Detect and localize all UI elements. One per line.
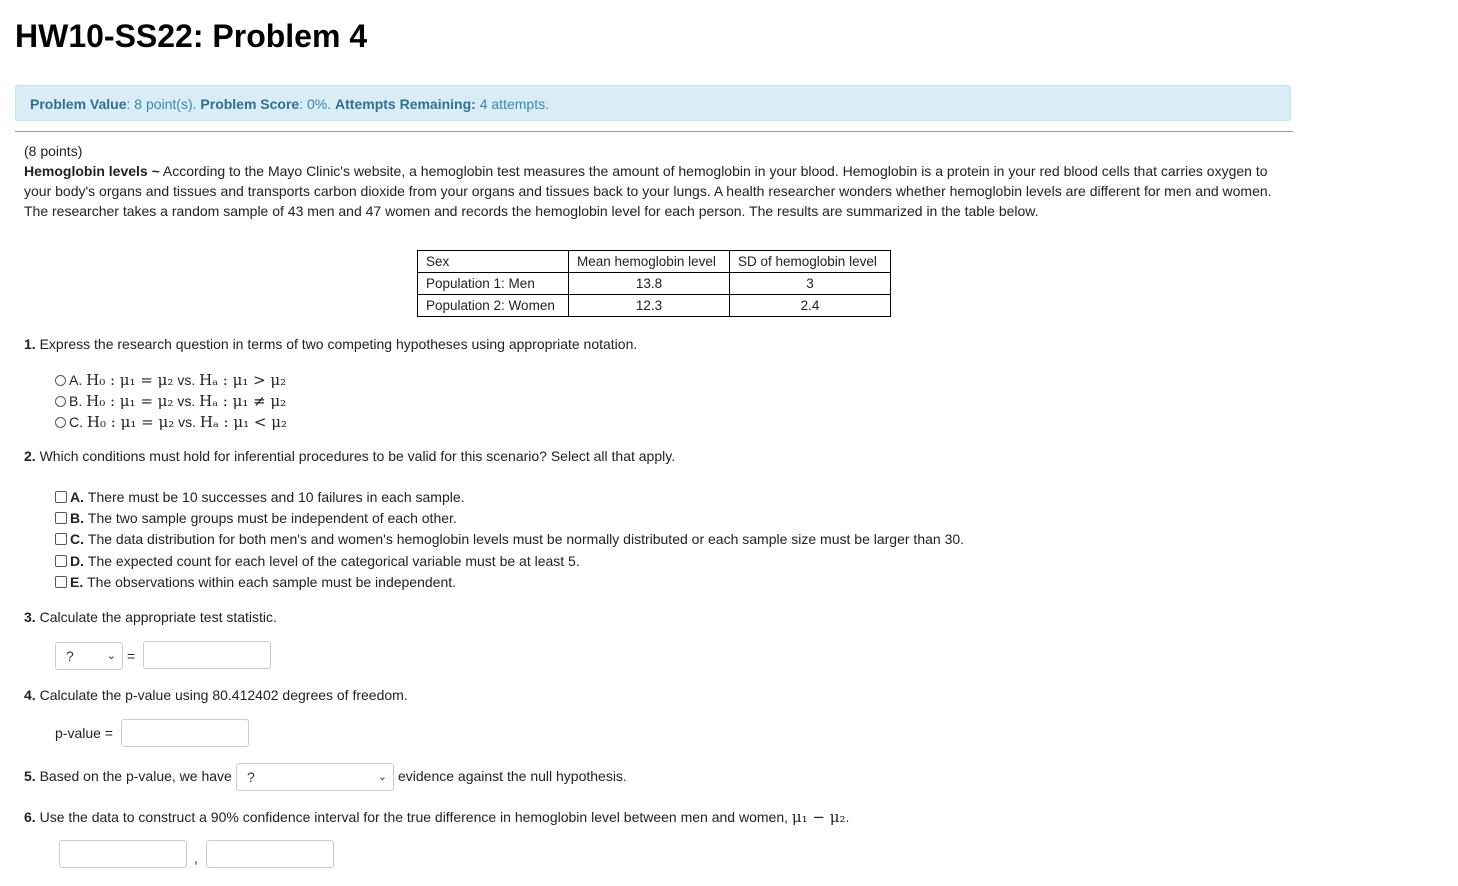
table-row bbox=[418, 273, 891, 295]
question-1 bbox=[24, 336, 637, 352]
evidence-strength-select[interactable] bbox=[236, 763, 394, 791]
checkbox[interactable] bbox=[55, 512, 67, 524]
problem-value-text: : 8 point(s). bbox=[126, 96, 197, 112]
question-number: 6. bbox=[24, 809, 36, 825]
option-letter: A. bbox=[70, 489, 84, 505]
question-number: 2. bbox=[24, 448, 36, 464]
table-cell: Population 2: Women bbox=[418, 295, 569, 317]
vs-label: vs. bbox=[177, 372, 196, 388]
question-6 bbox=[24, 808, 849, 826]
summary-table bbox=[417, 250, 891, 317]
option-text: The observations within each sample must be independent. bbox=[87, 574, 457, 590]
question-text: Calculate the appropriate test statistic. bbox=[39, 609, 277, 625]
option-letter: B. bbox=[69, 393, 83, 409]
question-text: Based on the p-value, we have bbox=[39, 768, 232, 784]
option-letter: C. bbox=[69, 414, 83, 430]
ci-lower-input[interactable] bbox=[59, 840, 187, 868]
chevron-down-icon: ⌄ bbox=[377, 771, 387, 783]
table-cell: Population 1: Men bbox=[418, 273, 569, 295]
equals-sign: = bbox=[127, 648, 136, 664]
question-3 bbox=[24, 609, 277, 625]
option-text: The two sample groups must be independent of each other. bbox=[87, 510, 457, 526]
problem-status-bar bbox=[15, 85, 1291, 121]
q1-option-b[interactable] bbox=[55, 392, 286, 410]
question-text: Express the research question in terms of two competing hypotheses using appropriate notation. bbox=[39, 336, 638, 352]
table-header-cell: Mean hemoglobin level bbox=[569, 251, 730, 273]
q2-option-b[interactable] bbox=[55, 510, 457, 526]
table-header-cell: SD of hemoglobin level bbox=[730, 251, 891, 273]
option-text: The expected count for each level of the categorical variable must be at least 5. bbox=[87, 553, 580, 569]
question-text: Which conditions must hold for inferential procedures to be valid for this scenario? Select all that apply. bbox=[39, 448, 676, 464]
problem-points: (8 points) bbox=[24, 143, 83, 159]
radio-button[interactable] bbox=[55, 396, 66, 407]
checkbox[interactable] bbox=[55, 533, 67, 545]
problem-score-text: : 0%. bbox=[299, 96, 332, 112]
problem-value-label: Problem Value bbox=[30, 96, 127, 112]
question-number: 4. bbox=[24, 687, 36, 703]
comma-separator: , bbox=[194, 850, 198, 866]
option-text: The data distribution for both men's and women's hemoglobin levels must be normally distributed or each sample size must be larger than 30. bbox=[87, 531, 965, 547]
q2-option-d[interactable] bbox=[55, 553, 580, 569]
table-cell: 12.3 bbox=[569, 295, 730, 317]
page-title: HW10-SS22: Problem 4 bbox=[15, 18, 368, 54]
option-letter: D. bbox=[70, 553, 84, 569]
p-value-input[interactable] bbox=[121, 719, 249, 747]
option-letter: C. bbox=[70, 531, 84, 547]
radio-button[interactable] bbox=[55, 375, 66, 386]
test-statistic-select[interactable] bbox=[55, 642, 123, 670]
option-letter: E. bbox=[70, 574, 84, 590]
question-text: Use the data to construct a 90% confidence interval for the true difference in hemoglobin level between men and women, bbox=[39, 809, 788, 825]
difference-expression: μ₁ − μ₂ bbox=[791, 808, 846, 826]
chevron-down-icon: ⌄ bbox=[106, 650, 116, 662]
table-header-cell: Sex bbox=[418, 251, 569, 273]
ci-upper-input[interactable] bbox=[206, 840, 334, 868]
ha-expression: Hₐ : μ₁ < μ₂ bbox=[199, 413, 287, 431]
attempts-remaining-label: Attempts Remaining: bbox=[335, 96, 476, 112]
question-number: 5. bbox=[24, 768, 36, 784]
table-cell: 2.4 bbox=[730, 295, 891, 317]
table-cell: 3 bbox=[730, 273, 891, 295]
problem-description-paragraph bbox=[24, 161, 1284, 221]
question-4 bbox=[24, 687, 408, 703]
q2-option-e[interactable] bbox=[55, 574, 456, 590]
select-value: ? bbox=[247, 769, 255, 785]
h0-expression: H₀ : μ₁ = μ₂ bbox=[86, 392, 174, 410]
h0-expression: H₀ : μ₁ = μ₂ bbox=[86, 371, 174, 389]
question-5 bbox=[24, 768, 232, 784]
problem-description: According to the Mayo Clinic's website, a hemoglobin test measures the amount of hemoglobin in your blood. Hemoglobin is a protein in your red blood cells that carries oxygen to your body's organs and tissues and transports carbon dioxide from your organs and tissues back to your lungs. A health researcher wonders whether hemoglobin levels are different for men and women. The researcher takes a random sample of 43 men and 47 women and records the hemoglobin level for each person. The results are summarized in the table below. bbox=[24, 163, 1272, 219]
radio-button[interactable] bbox=[55, 417, 66, 428]
checkbox[interactable] bbox=[55, 576, 67, 588]
p-value-label: p-value = bbox=[55, 725, 113, 741]
checkbox[interactable] bbox=[55, 491, 67, 503]
problem-score-label: Problem Score bbox=[200, 96, 300, 112]
vs-label: vs. bbox=[177, 393, 196, 409]
q1-option-a[interactable] bbox=[55, 371, 286, 389]
table-row bbox=[418, 295, 891, 317]
problem-statement bbox=[24, 141, 1284, 221]
table-header-row bbox=[418, 251, 891, 273]
h0-expression: H₀ : μ₁ = μ₂ bbox=[86, 413, 175, 431]
question-number: 3. bbox=[24, 609, 36, 625]
q1-option-c[interactable] bbox=[55, 413, 287, 431]
ha-expression: Hₐ : μ₁ ≠ μ₂ bbox=[199, 392, 287, 410]
divider bbox=[15, 131, 1293, 132]
question-text: Calculate the p-value using 80.412402 degrees of freedom. bbox=[39, 687, 408, 703]
select-value: ? bbox=[66, 648, 74, 664]
option-letter: B. bbox=[70, 510, 84, 526]
test-statistic-input[interactable] bbox=[143, 641, 271, 669]
option-letter: A. bbox=[69, 372, 83, 388]
question-2 bbox=[24, 448, 675, 464]
vs-label: vs. bbox=[178, 414, 196, 430]
q2-option-c[interactable] bbox=[55, 531, 964, 547]
problem-topic: Hemoglobin levels ~ bbox=[24, 163, 160, 179]
checkbox[interactable] bbox=[55, 555, 67, 567]
q2-option-a[interactable] bbox=[55, 489, 465, 505]
question-number: 1. bbox=[24, 336, 36, 352]
option-text: There must be 10 successes and 10 failures in each sample. bbox=[87, 489, 465, 505]
table-cell: 13.8 bbox=[569, 273, 730, 295]
question-text-after: evidence against the null hypothesis. bbox=[398, 768, 627, 784]
attempts-remaining-text: 4 attempts. bbox=[479, 96, 549, 112]
period: . bbox=[845, 809, 850, 825]
ha-expression: Hₐ : μ₁ > μ₂ bbox=[199, 371, 287, 389]
